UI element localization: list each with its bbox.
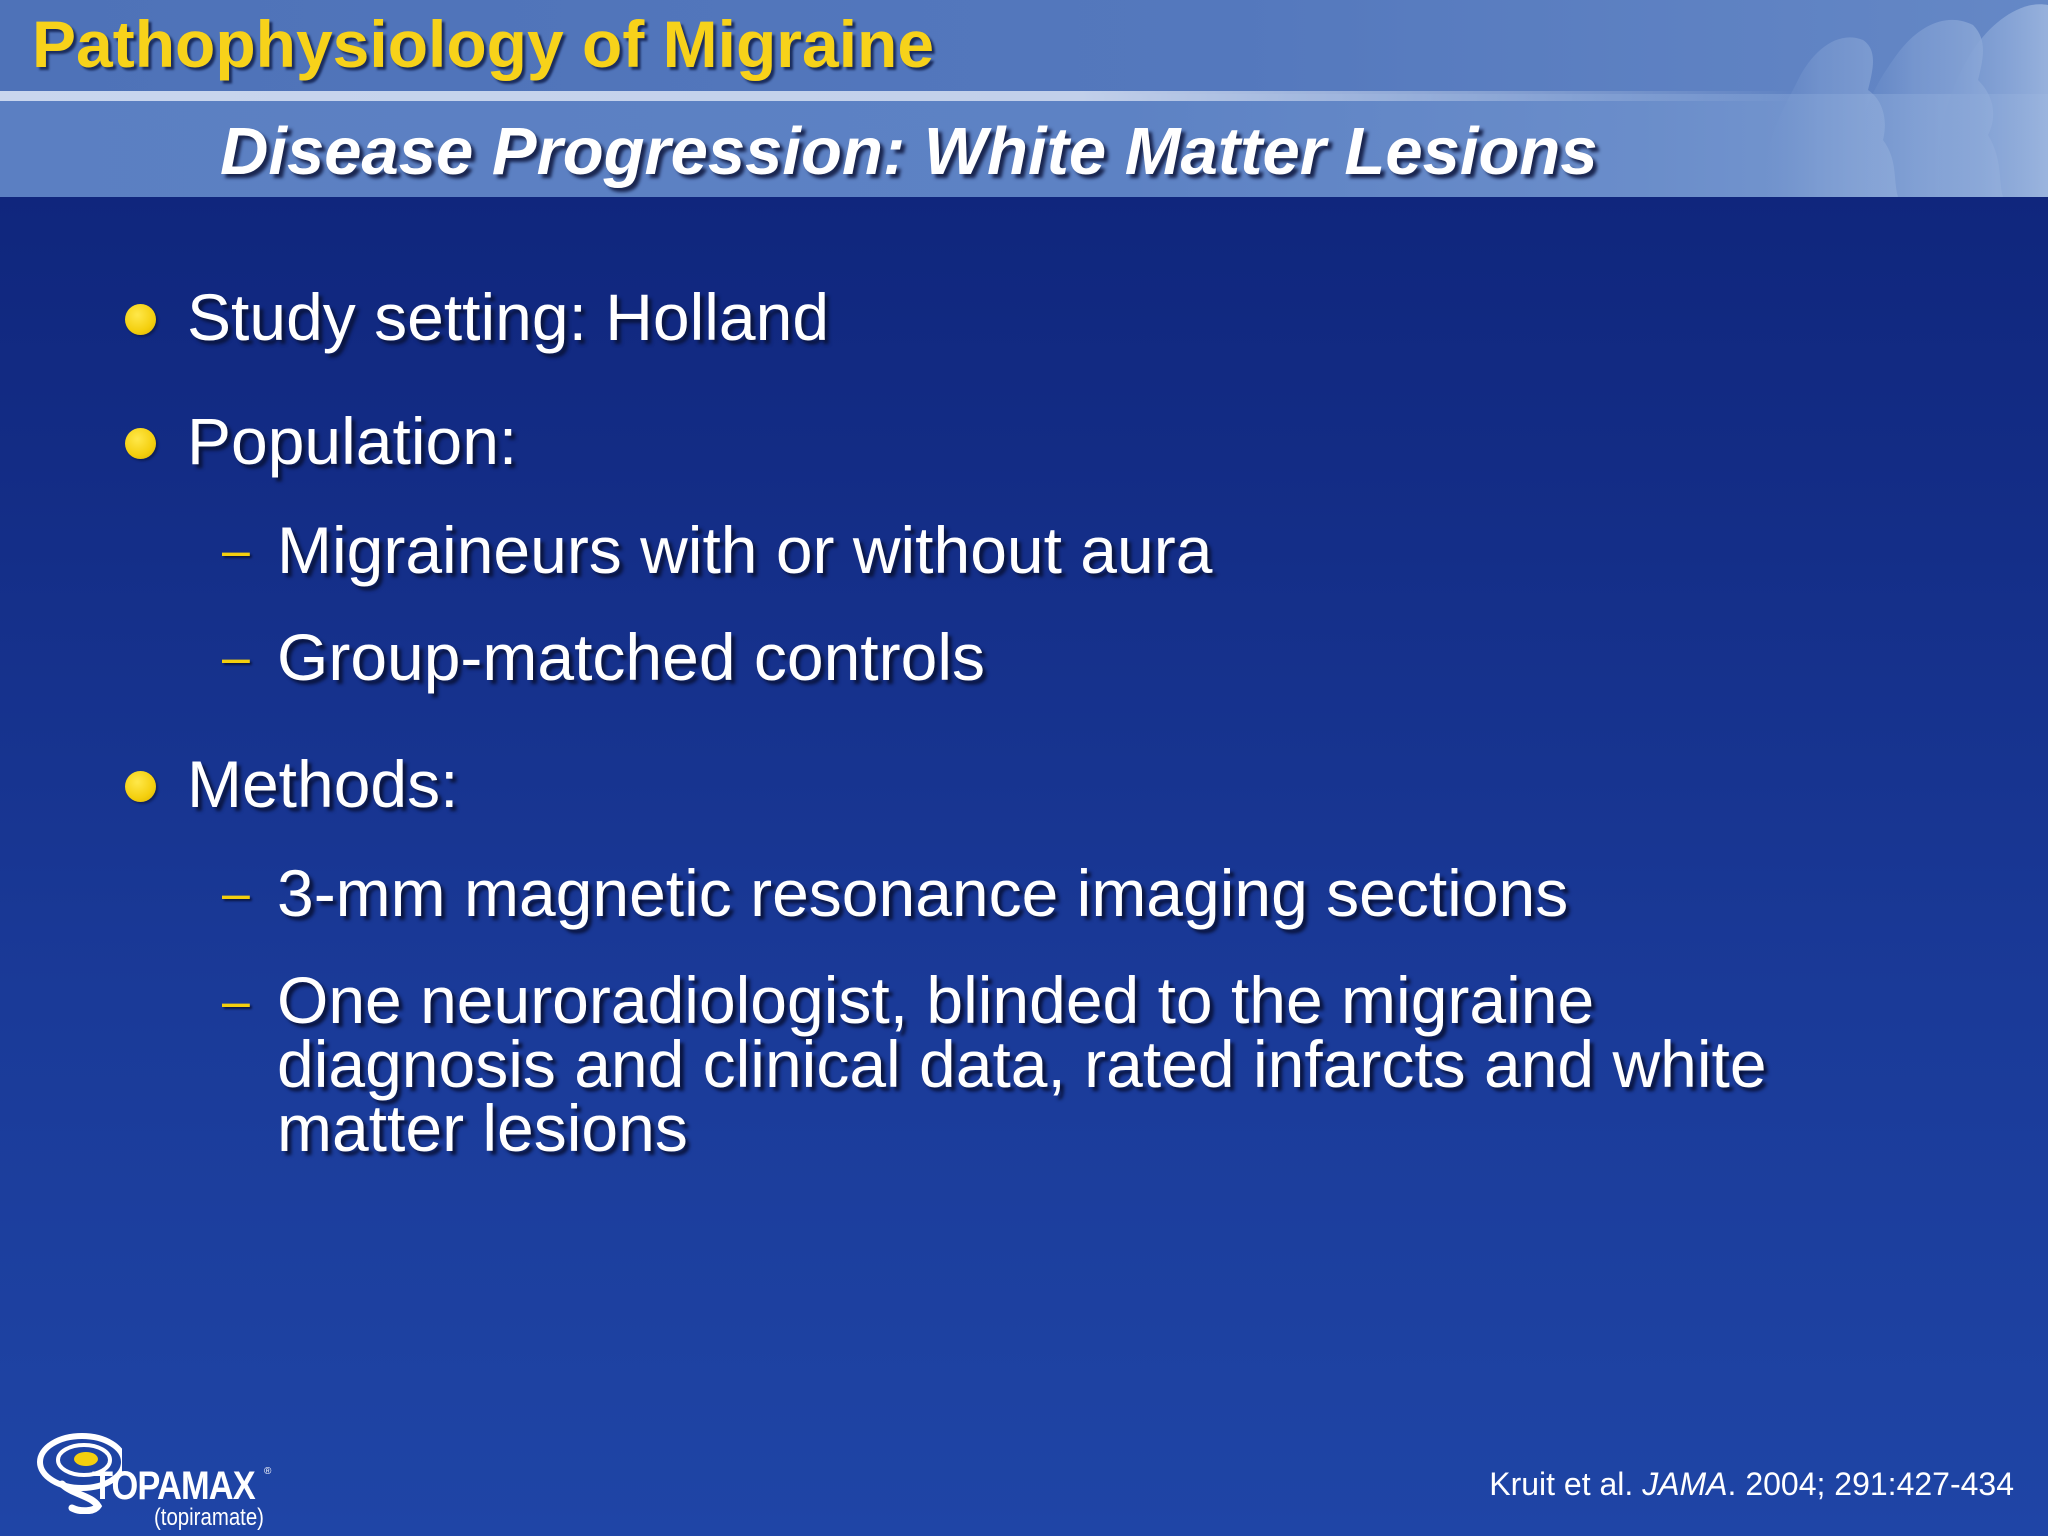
citation-authors: Kruit et al. xyxy=(1489,1466,1643,1502)
logo-registered-mark: ® xyxy=(264,1466,272,1477)
sub-bullet-text: One neuroradiologist, blinded to the migraine diagnosis and clinical data, rated infarcts and white matter lesions xyxy=(277,963,1767,1165)
sub-bullet-controls xyxy=(222,620,985,694)
sub-bullet-mri-sections xyxy=(222,856,1569,930)
logo-brand: TOPAMAX xyxy=(92,1464,255,1508)
bullet-study-setting xyxy=(125,280,830,354)
bullet-text: Population: xyxy=(187,404,518,478)
logo-generic-name: (topiramate) xyxy=(154,1504,264,1531)
slide-subtitle: Disease Progression: White Matter Lesions xyxy=(220,114,1598,189)
bullet-dot-icon xyxy=(125,428,156,459)
citation-details: . 2004; 291:427-434 xyxy=(1727,1466,2014,1502)
sub-bullet-neuroradiologist xyxy=(222,963,1877,1165)
bullet-methods xyxy=(125,747,459,821)
slide-title: Pathophysiology of Migraine xyxy=(32,7,935,81)
sub-bullet-text: Group-matched controls xyxy=(277,620,985,694)
sub-bullet-text: Migraineurs with or without aura xyxy=(277,513,1213,587)
sub-bullet-text: 3-mm magnetic resonance imaging sections xyxy=(277,856,1569,930)
bullet-population xyxy=(125,404,518,478)
sub-bullet-migraineurs xyxy=(222,513,1213,587)
citation xyxy=(1489,1466,2014,1503)
dash-marker: – xyxy=(222,522,250,578)
dash-marker: – xyxy=(222,865,250,921)
bullet-dot-icon xyxy=(125,771,156,802)
dash-marker: – xyxy=(222,973,250,1029)
bullet-text: Methods: xyxy=(187,747,459,821)
topamax-logo xyxy=(32,1424,292,1531)
bullet-dot-icon xyxy=(125,304,156,335)
dash-marker: – xyxy=(222,629,250,685)
citation-journal: JAMA xyxy=(1642,1466,1728,1502)
bullet-text: Study setting: Holland xyxy=(187,280,830,354)
